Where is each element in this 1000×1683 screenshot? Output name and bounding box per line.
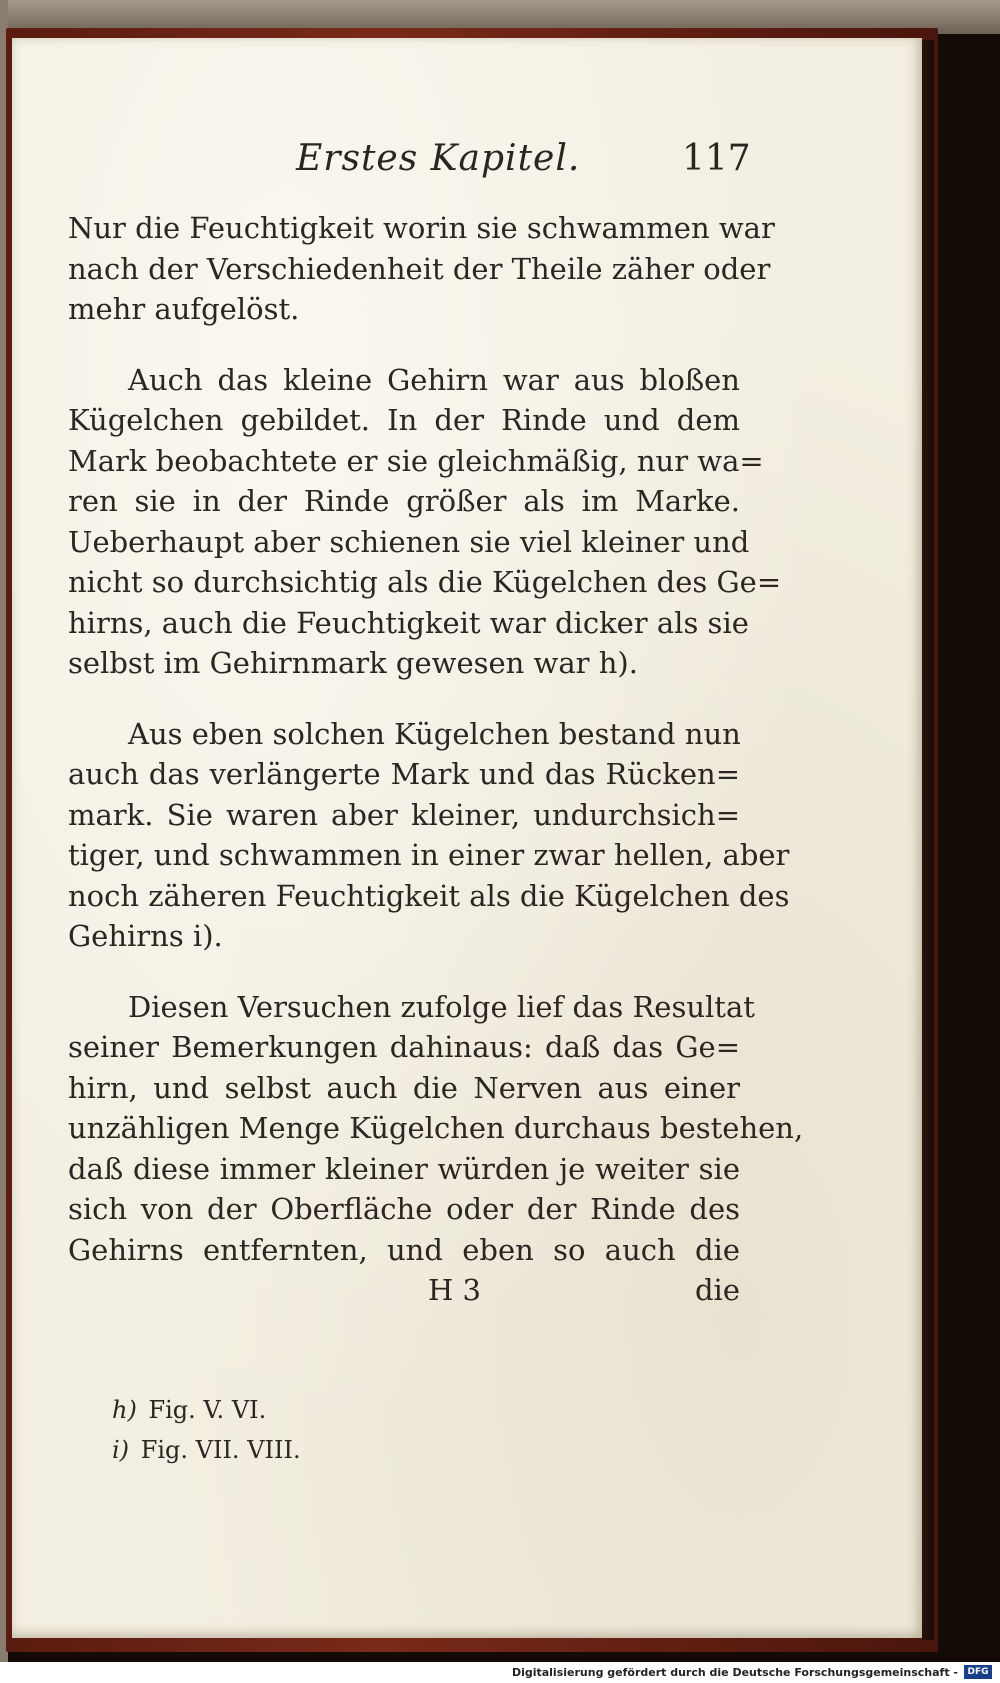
- text-line: Nur die Feuchtigkeit worin sie schwammen war: [68, 211, 775, 245]
- text-line: nach der Verschiedenheit der Theile zäher oder: [68, 251, 771, 286]
- footnote-mark: h): [112, 1396, 137, 1424]
- text-line: Gehirns i).: [68, 919, 223, 953]
- running-title: Erstes Kapitel.: [296, 138, 581, 179]
- printer-signature: H 3: [428, 1273, 481, 1307]
- text-line: hirn, und selbst auch die Nerven aus einer: [68, 1070, 740, 1105]
- text-line: auch das verlängerte Mark und das Rücken=: [68, 757, 740, 791]
- body-text: [68, 208, 804, 1311]
- text-line: Gehirns entfernten, und eben so auch die: [68, 1232, 740, 1267]
- text-line: sich von der Oberfläche oder der Rinde des: [68, 1192, 740, 1226]
- footnotes: [112, 1390, 301, 1470]
- page-number: 117: [682, 138, 751, 179]
- footnote-text: Fig. VII. VIII.: [140, 1436, 301, 1464]
- page-header: [0, 138, 1000, 188]
- signature-line: [68, 1270, 740, 1311]
- paragraph-2: [68, 360, 782, 684]
- text-line: tiger, und schwammen in einer zwar hellen, aber: [68, 838, 790, 872]
- text-line: nicht so durchsichtig als die Kügelchen des Ge=: [68, 565, 782, 599]
- digitization-credit: Digitalisierung gefördert durch die Deutsche Forschungsgemeinschaft -: [511, 1666, 958, 1679]
- footnote-mark: i): [112, 1436, 130, 1464]
- text-line: Ueberhaupt aber schienen sie viel kleiner und: [68, 524, 750, 559]
- text-line: seiner Bemerkungen dahinaus: daß das Ge=: [68, 1030, 740, 1064]
- catchword: die: [694, 1273, 740, 1307]
- text-line: Mark beobachtete er sie gleichmäßig, nur wa=: [68, 443, 764, 478]
- text-line: Kügelchen gebildet. In der Rinde und dem: [68, 403, 740, 437]
- paragraph-1: [68, 208, 775, 330]
- text-line: hirns, auch die Feuchtigkeit war dicker als sie: [68, 605, 749, 640]
- paragraph-3: [68, 714, 790, 957]
- text-line: unzähligen Menge Kügelchen durchaus bestehen,: [68, 1111, 804, 1145]
- text-line: Auch das kleine Gehirn war aus bloßen: [128, 362, 740, 397]
- text-line: Diesen Versuchen zufolge lief das Resultat: [128, 989, 755, 1024]
- footnote: [112, 1430, 301, 1470]
- paragraph-4: [68, 987, 804, 1271]
- text-line: Aus eben solchen Kügelchen bestand nun: [128, 716, 741, 751]
- footnote: [112, 1390, 301, 1430]
- footnote-text: Fig. V. VI.: [148, 1396, 267, 1424]
- text-line: daß diese immer kleiner würden je weiter sie: [68, 1151, 740, 1186]
- dfg-logo-icon: DFG: [964, 1665, 992, 1679]
- text-line: selbst im Gehirnmark gewesen war h).: [68, 646, 638, 680]
- text-line: noch zäheren Feuchtigkeit als die Kügelchen des: [68, 878, 790, 913]
- text-line: ren sie in der Rinde größer als im Marke.: [68, 484, 740, 518]
- text-line: mehr aufgelöst.: [68, 292, 300, 326]
- book-spine-edge: [922, 40, 934, 1640]
- text-line: mark. Sie waren aber kleiner, undurchsich=: [68, 797, 740, 832]
